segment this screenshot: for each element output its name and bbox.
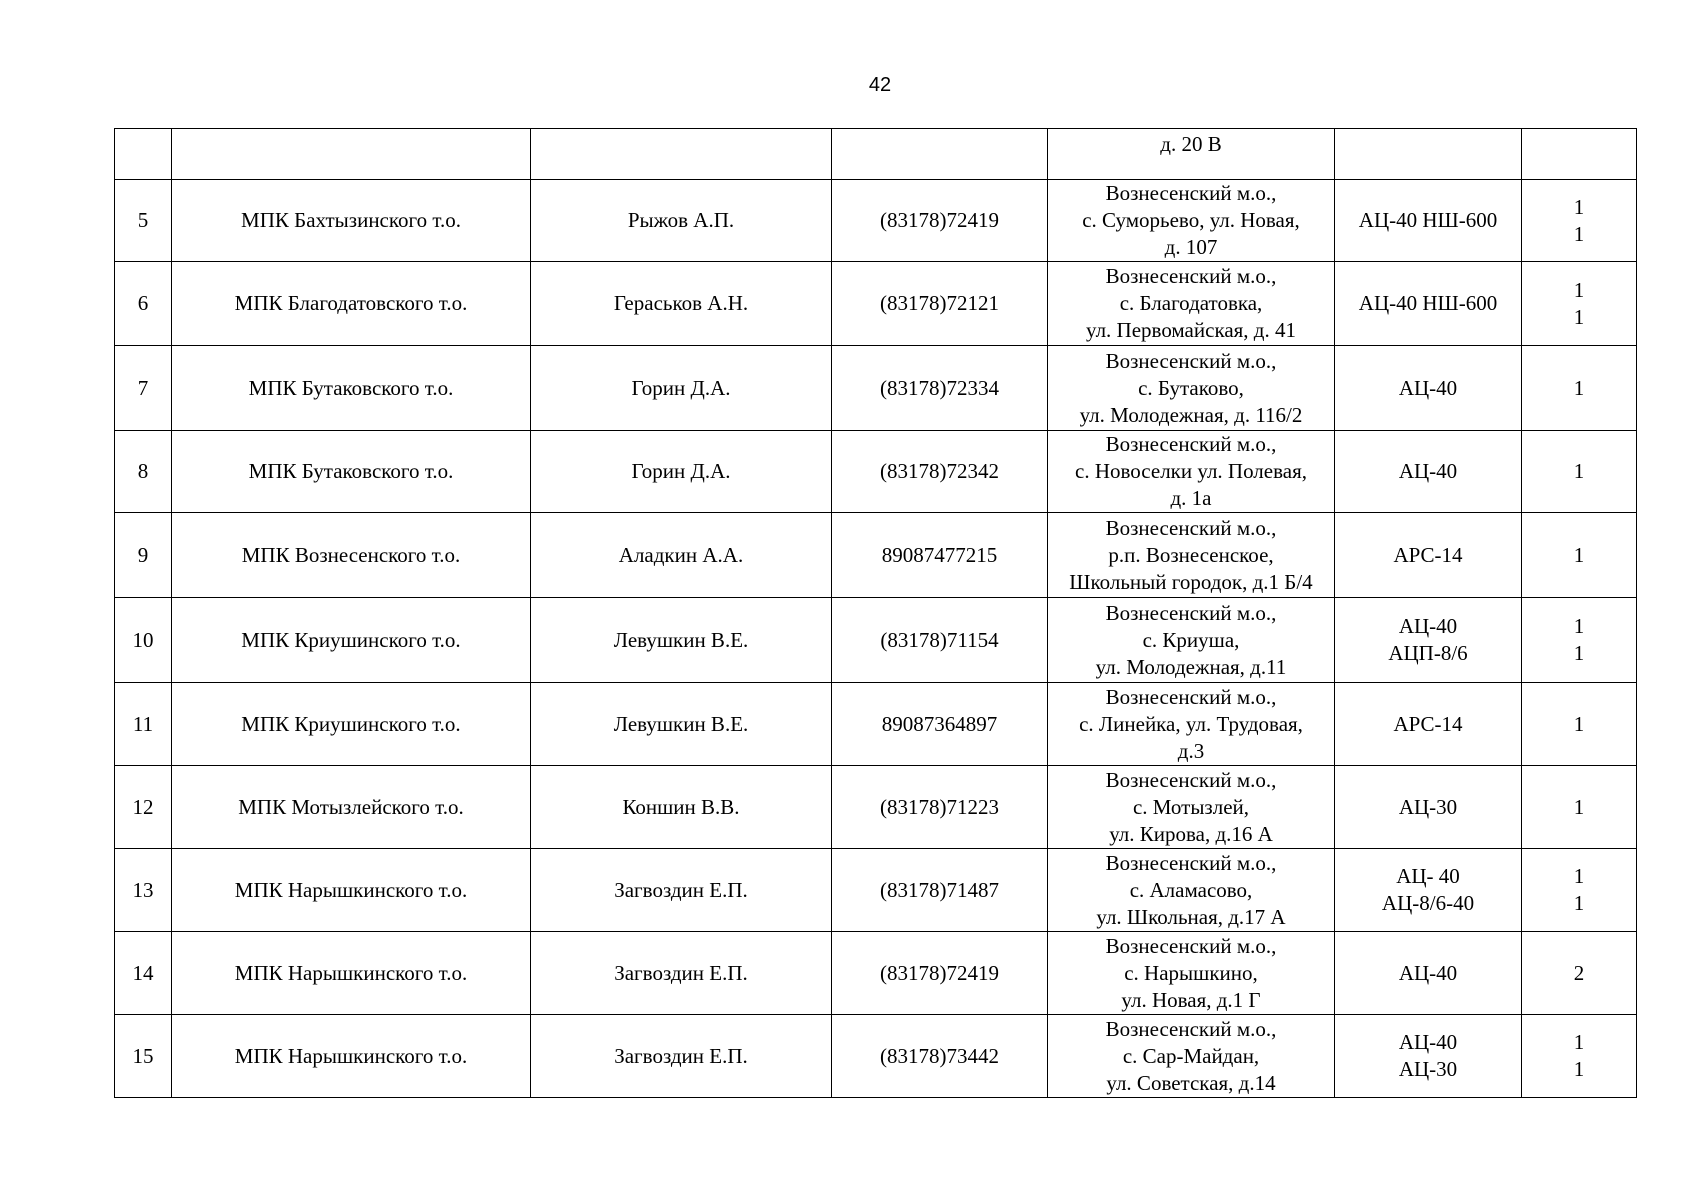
cell-unit: МПК Благодатовского т.о.: [172, 262, 531, 346]
cell-num: 11: [115, 683, 172, 766]
cell-qty: 1: [1522, 766, 1637, 849]
cell-num: [115, 129, 172, 180]
cell-phone: (83178)73442: [832, 1015, 1048, 1098]
cell-address: Вознесенский м.о., с. Криуша, ул. Молодежная, д.11: [1048, 598, 1335, 683]
table-row: [115, 180, 1637, 262]
table-row: [115, 513, 1637, 598]
cell-head: Коншин В.В.: [531, 766, 832, 849]
cell-address: Вознесенский м.о., с. Бутаково, ул. Молодежная, д. 116/2: [1048, 346, 1335, 431]
cell-equipment: АЦ-40 АЦП-8/6: [1335, 598, 1522, 683]
cell-qty: 1: [1522, 431, 1637, 513]
cell-head: Загвоздин Е.П.: [531, 849, 832, 932]
cell-head: Аладкин А.А.: [531, 513, 832, 598]
cell-qty: 1 1: [1522, 849, 1637, 932]
cell-unit: МПК Бутаковского т.о.: [172, 431, 531, 513]
cell-address: д. 20 В: [1048, 129, 1335, 180]
cell-head: Гераськов А.Н.: [531, 262, 832, 346]
cell-phone: 89087477215: [832, 513, 1048, 598]
cell-phone: (83178)72419: [832, 180, 1048, 262]
fire-units-table: [114, 128, 1637, 1098]
cell-phone: [832, 129, 1048, 180]
cell-equipment: АЦ-40: [1335, 431, 1522, 513]
cell-unit: МПК Вознесенского т.о.: [172, 513, 531, 598]
cell-head: Горин Д.А.: [531, 431, 832, 513]
cell-head: Рыжов А.П.: [531, 180, 832, 262]
cell-phone: (83178)72342: [832, 431, 1048, 513]
cell-unit: МПК Бутаковского т.о.: [172, 346, 531, 431]
cell-num: 10: [115, 598, 172, 683]
cell-head: Левушкин В.Е.: [531, 683, 832, 766]
cell-address: Вознесенский м.о., с. Сар-Майдан, ул. Советская, д.14: [1048, 1015, 1335, 1098]
table-row: [115, 849, 1637, 932]
table-row: [115, 431, 1637, 513]
cell-address: Вознесенский м.о., р.п. Вознесенское, Школьный городок, д.1 Б/4: [1048, 513, 1335, 598]
table-row: [115, 598, 1637, 683]
cell-equipment: АЦ-40: [1335, 932, 1522, 1015]
cell-head: [531, 129, 832, 180]
cell-address: Вознесенский м.о., с. Линейка, ул. Трудовая, д.3: [1048, 683, 1335, 766]
cell-qty: 1: [1522, 346, 1637, 431]
cell-head: Загвоздин Е.П.: [531, 932, 832, 1015]
cell-num: 7: [115, 346, 172, 431]
table-row: [115, 766, 1637, 849]
cell-num: 8: [115, 431, 172, 513]
cell-address: Вознесенский м.о., с. Новоселки ул. Полевая, д. 1а: [1048, 431, 1335, 513]
cell-qty: 1: [1522, 683, 1637, 766]
cell-num: 5: [115, 180, 172, 262]
cell-num: 13: [115, 849, 172, 932]
cell-head: Горин Д.А.: [531, 346, 832, 431]
cell-address: Вознесенский м.о., с. Мотызлей, ул. Кирова, д.16 А: [1048, 766, 1335, 849]
cell-address: Вознесенский м.о., с. Суморьево, ул. Новая, д. 107: [1048, 180, 1335, 262]
cell-equipment: АРС-14: [1335, 683, 1522, 766]
cell-unit: МПК Нарышкинского т.о.: [172, 932, 531, 1015]
cell-equipment: [1335, 129, 1522, 180]
table-row: [115, 346, 1637, 431]
cell-qty: 1 1: [1522, 262, 1637, 346]
table-row: [115, 932, 1637, 1015]
cell-qty: [1522, 129, 1637, 180]
cell-address: Вознесенский м.о., с. Аламасово, ул. Школьная, д.17 А: [1048, 849, 1335, 932]
cell-equipment: АЦ-30: [1335, 766, 1522, 849]
cell-unit: МПК Нарышкинского т.о.: [172, 1015, 531, 1098]
cell-equipment: АРС-14: [1335, 513, 1522, 598]
cell-qty: 1 1: [1522, 598, 1637, 683]
cell-head: Левушкин В.Е.: [531, 598, 832, 683]
cell-equipment: АЦ-40 НШ-600: [1335, 180, 1522, 262]
cell-phone: (83178)72121: [832, 262, 1048, 346]
cell-phone: (83178)71223: [832, 766, 1048, 849]
cell-num: 14: [115, 932, 172, 1015]
table-row: [115, 683, 1637, 766]
cell-num: 9: [115, 513, 172, 598]
cell-phone: (83178)71154: [832, 598, 1048, 683]
cell-num: 12: [115, 766, 172, 849]
cell-unit: МПК Нарышкинского т.о.: [172, 849, 531, 932]
cell-qty: 2: [1522, 932, 1637, 1015]
cell-unit: МПК Криушинского т.о.: [172, 683, 531, 766]
cell-address: Вознесенский м.о., с. Благодатовка, ул. Первомайская, д. 41: [1048, 262, 1335, 346]
cell-phone: 89087364897: [832, 683, 1048, 766]
cell-equipment: АЦ-40: [1335, 346, 1522, 431]
cell-address: Вознесенский м.о., с. Нарышкино, ул. Новая, д.1 Г: [1048, 932, 1335, 1015]
table-row: [115, 1015, 1637, 1098]
table-row-continued: [115, 129, 1637, 180]
cell-qty: 1 1: [1522, 180, 1637, 262]
cell-equipment: АЦ-40 АЦ-30: [1335, 1015, 1522, 1098]
cell-phone: (83178)72419: [832, 932, 1048, 1015]
cell-phone: (83178)72334: [832, 346, 1048, 431]
cell-equipment: АЦ-40 НШ-600: [1335, 262, 1522, 346]
cell-unit: МПК Мотызлейского т.о.: [172, 766, 531, 849]
cell-head: Загвоздин Е.П.: [531, 1015, 832, 1098]
cell-qty: 1 1: [1522, 1015, 1637, 1098]
cell-unit: МПК Криушинского т.о.: [172, 598, 531, 683]
cell-phone: (83178)71487: [832, 849, 1048, 932]
cell-unit: [172, 129, 531, 180]
cell-unit: МПК Бахтызинского т.о.: [172, 180, 531, 262]
cell-equipment: АЦ- 40 АЦ-8/6-40: [1335, 849, 1522, 932]
page-number: 42: [868, 74, 892, 96]
table-row: [115, 262, 1637, 346]
cell-num: 15: [115, 1015, 172, 1098]
cell-qty: 1: [1522, 513, 1637, 598]
cell-num: 6: [115, 262, 172, 346]
